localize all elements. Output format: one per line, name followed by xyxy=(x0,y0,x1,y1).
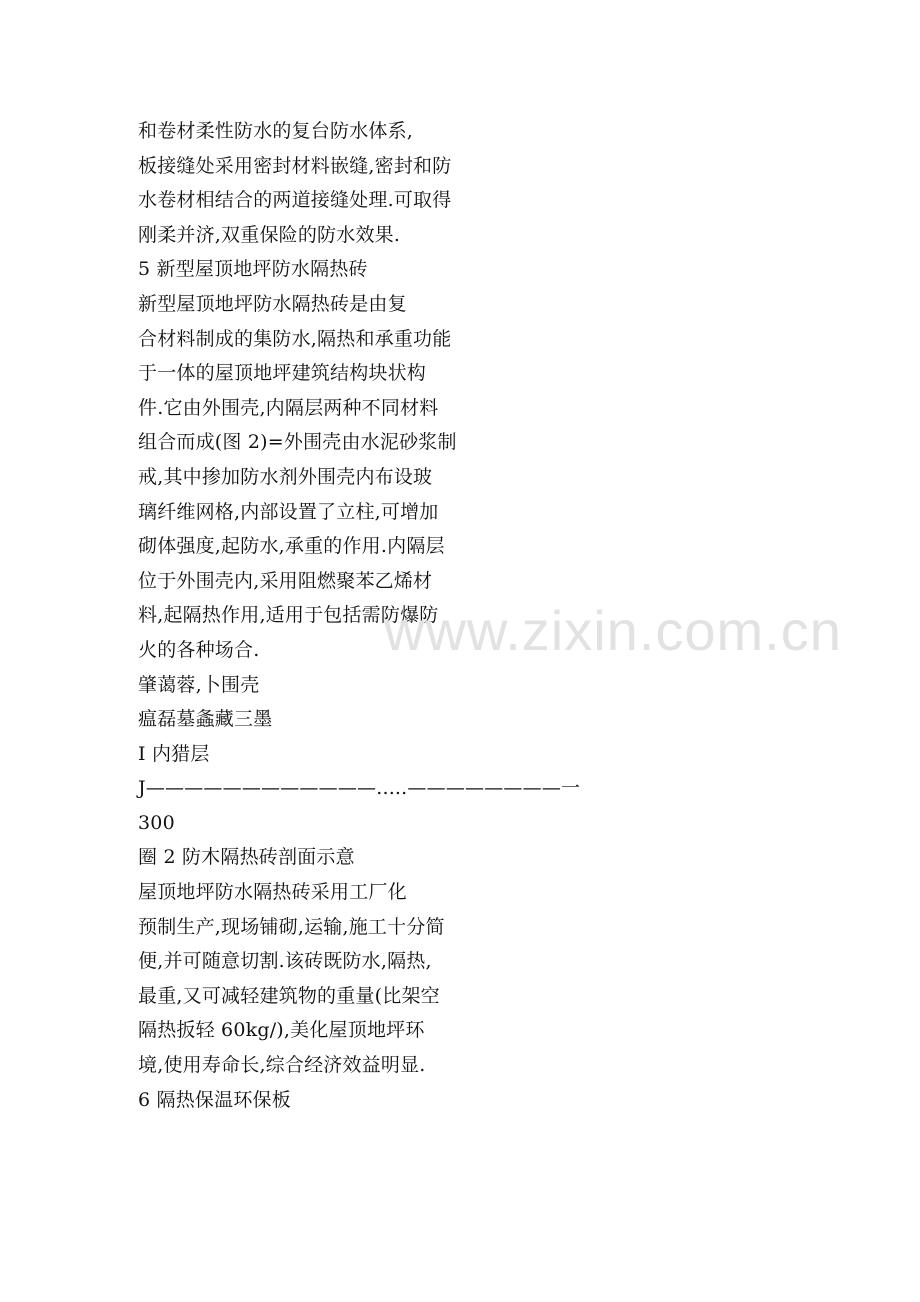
text-line: 隔热扳轻 60kg/),美化屋顶地坪环 xyxy=(138,1019,425,1042)
text-line: 预制生产,现场铺砌,运输,施工十分简 xyxy=(138,915,445,938)
text-line: 料,起隔热作用,适用于包括需防爆防 xyxy=(138,604,439,627)
text-line: 砌体强度,起防水,承重的作用.内隔层 xyxy=(138,535,445,558)
section-heading-6: 6 隔热保温环保板 xyxy=(138,1088,291,1111)
text-line: 合材料制成的集防水,隔热和承重功能 xyxy=(138,327,452,350)
text-line: 件.它由外围壳,内隔层两种不同材料 xyxy=(138,396,439,419)
text-line: 和卷材柔性防水的复台防水体系, xyxy=(138,120,414,142)
watermark: www.zixin.com.cn xyxy=(384,599,842,662)
figure-dimension-value: 300 xyxy=(138,811,175,834)
text-line: 境,使用寿命长,综合经济效益明显. xyxy=(138,1054,426,1077)
text-line: 最重,又可减轻建筑物的重量(比架空 xyxy=(138,984,440,1007)
text-line: 新型屋顶地坪防水隔热砖是由复 xyxy=(138,292,407,315)
text-line: 璃纤维网格,内部设置了立柱,可增加 xyxy=(138,500,439,523)
text-line: 便,并可随意切割.该砖既防水,隔热, xyxy=(138,950,432,973)
figure-dimension-line: J————————————.....————————一 xyxy=(138,777,581,800)
text-line: 板接缝处采用密封材料嵌缝,密封和防 xyxy=(138,154,452,177)
figure-label: 瘟磊墓螽藏三墨 xyxy=(138,708,273,731)
text-line: 组合而成(图 2)=外围壳由水泥砂浆制 xyxy=(138,431,457,454)
section-heading-5: 5 新型屋顶地坪防水隔热砖 xyxy=(138,258,368,281)
figure-label: I 内猎层 xyxy=(138,742,210,765)
text-line: 刚柔并济,双重保险的防水效果. xyxy=(138,223,401,246)
text-line: 屋顶地坪防水隔热砖采用工厂化 xyxy=(138,881,407,904)
figure-caption: 圈 2 防木隔热砖剖面示意 xyxy=(138,846,355,869)
text-line: 戒,其中掺加防水剂外围壳内布设玻 xyxy=(138,465,433,488)
body-text xyxy=(138,114,581,1117)
text-line: 火的各种场合. xyxy=(138,638,260,661)
text-line: 于一体的屋顶地坪建筑结构块状构 xyxy=(138,362,427,385)
text-line: 位于外围壳内,采用阻燃聚苯乙烯材 xyxy=(138,569,433,592)
text-line: 水卷材相结合的两道接缝处理.可取得 xyxy=(138,189,452,212)
figure-label: 肇蔼蓉,卜围壳 xyxy=(138,673,260,696)
